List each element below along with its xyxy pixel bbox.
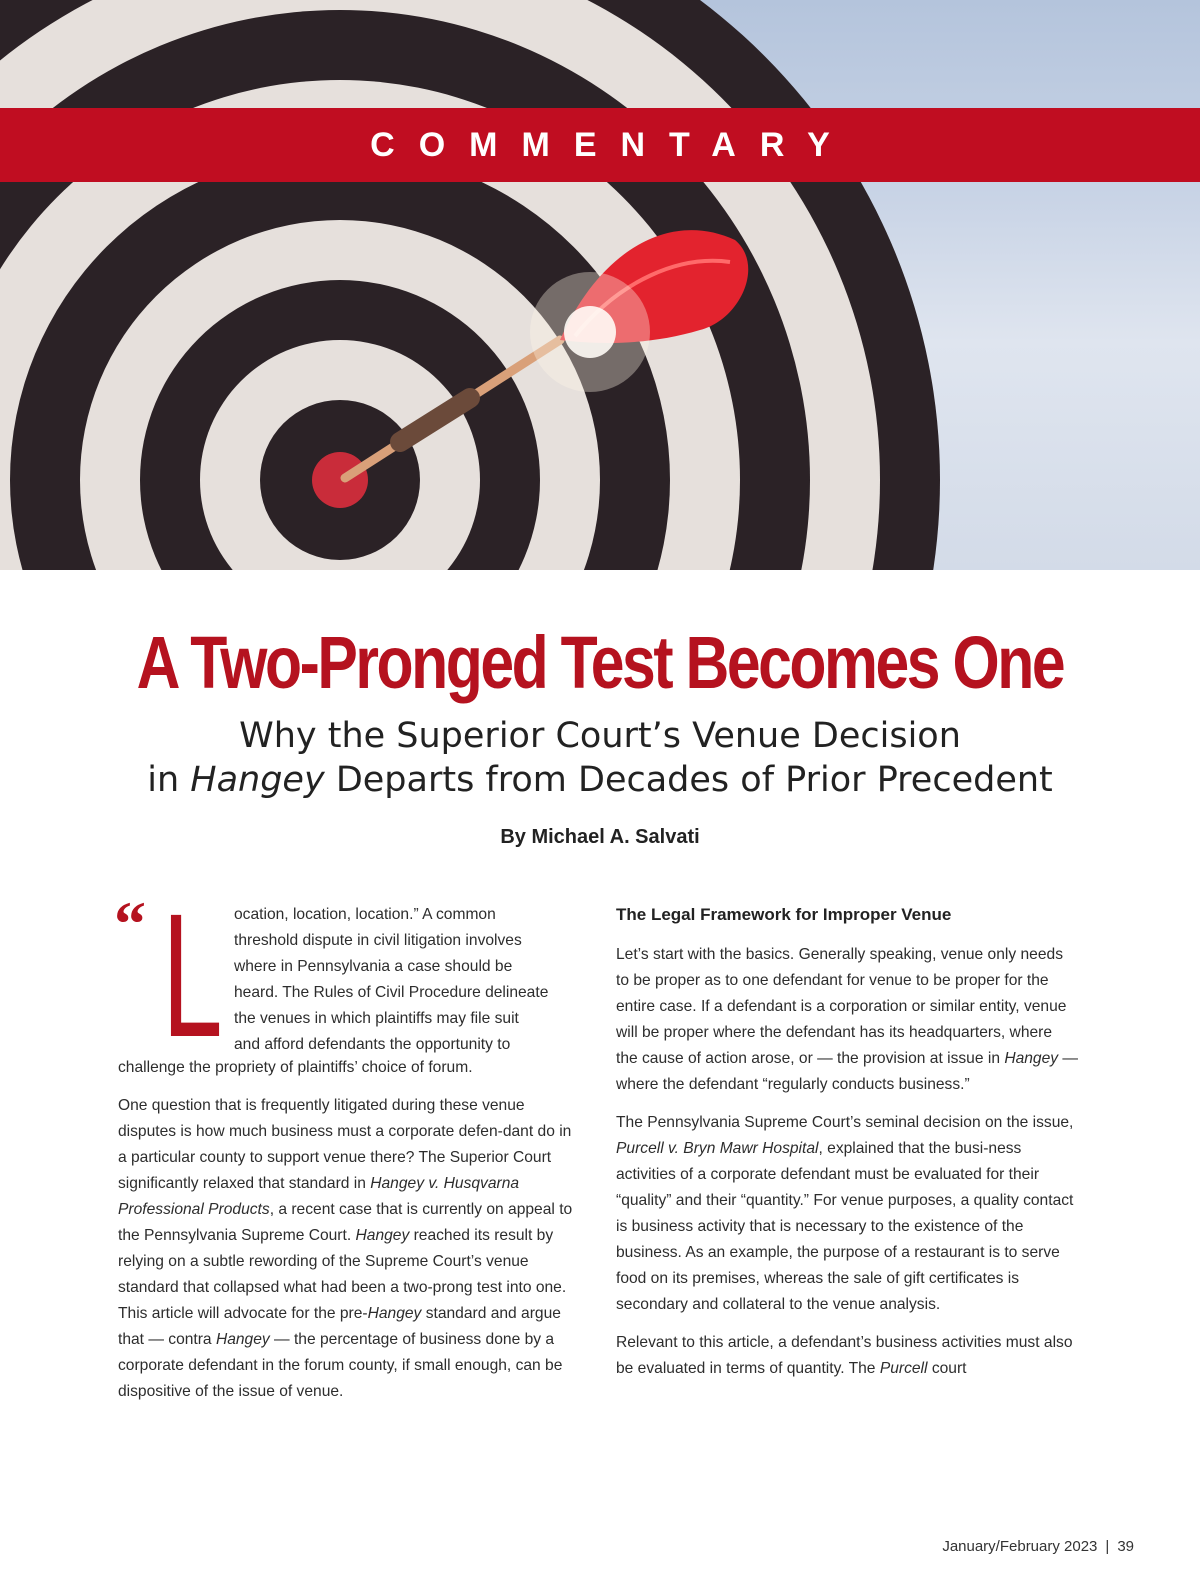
drop-line: ocation, location, location.” A common — [234, 906, 496, 923]
drop-line: where in Pennsylvania a case should be — [234, 958, 513, 975]
case-name: Hangey — [355, 1227, 410, 1244]
case-name: Purcell — [879, 1360, 928, 1377]
subtitle-case-name: Hangey — [190, 760, 325, 800]
text-run: One question that is frequently litigated during these venue disputes is how much business must a corporate defen-dant do in a particular county to support venue there? The Superior Court significantly relaxed that standard in — [118, 1097, 572, 1192]
left-column — [114, 878, 580, 1417]
commentary-banner — [0, 108, 1200, 182]
issue-date: January/February 2023 — [942, 1538, 1098, 1555]
case-name: Purcell v. Bryn Mawr Hospital — [616, 1140, 819, 1157]
text-run: Relevant to this article, a defendant’s business activities must also be evaluated in terms of quantity. The — [616, 1334, 1073, 1377]
case-name: Hangey — [215, 1331, 270, 1348]
text-run: The Pennsylvania Supreme Court’s seminal decision on the issue, — [616, 1114, 1074, 1131]
open-quote-mark: “ — [114, 888, 146, 959]
text-run: reached its result by relying on a subtle rewording of the Supreme Court’s venue standard that collapsed what had been a two-prong test into one. This article will advocate for the pre- — [118, 1227, 567, 1322]
text-run: Let’s start with the basics. Generally speaking, venue only needs to be proper as to one defendant for venue to be proper for the entire case. If a defendant is a corporation or similar entity, venue will be proper where the defendant has its headquarters, where the cause of action arose, or — the provision at issue in — [616, 946, 1067, 1067]
subtitle-line-1: Why the Superior Court’s Venue Decision — [239, 716, 961, 756]
opening-paragraph-tail: challenge the propriety of plaintiffs’ choice of forum. — [118, 1059, 473, 1076]
subtitle-line-2 — [0, 758, 1200, 802]
byline: By Michael A. Salvati — [500, 826, 700, 848]
drop-cap-lines — [234, 902, 580, 1058]
footer-separator: | — [1105, 1538, 1110, 1555]
text-run: , explained that the busi-ness activities of a corporate defendant must be evaluated for their “quality” and their “quantity.” For venue purposes, a quality contact is business activity that is necessary to the existence of the business. As an example, the purpose of a restaurant is to serve food on its premises, whereas the sale of gift certificates is secondary and collateral to the venue analysis. — [616, 1140, 1074, 1313]
paragraph — [616, 942, 1078, 1098]
dartboard-illustration — [0, 0, 1200, 570]
text-run: , a recent case that is currently on appeal to the Pennsylvania Supreme Court. — [118, 1201, 573, 1244]
hero-photo — [0, 0, 1200, 570]
drop-line: the venues in which plaintiffs may file suit — [234, 1010, 519, 1027]
drop-cap: L — [162, 878, 223, 1074]
section-heading: The Legal Framework for Improper Venue — [616, 905, 952, 924]
paragraph — [118, 1093, 580, 1405]
article-title-text: A Two-Pronged Test Becomes One — [136, 621, 1064, 704]
article-subtitle — [0, 714, 1200, 802]
text-run: court — [927, 1360, 967, 1377]
right-column — [616, 902, 1078, 1394]
article-title — [0, 618, 1200, 708]
text-run: standard and argue that — contra — [118, 1305, 561, 1348]
case-name: Hangey — [1004, 1050, 1059, 1067]
subtitle-suffix: Departs from Decades of Prior Precedent — [324, 760, 1053, 800]
paragraph — [616, 1330, 1078, 1382]
page-number: 39 — [1117, 1538, 1134, 1555]
drop-line: heard. The Rules of Civil Procedure delineate — [234, 984, 549, 1001]
text-run: — the percentage of business done by a corporate defendant in the forum county, if small enough, can be dispositive of the issue of venue. — [118, 1331, 563, 1400]
drop-line: threshold dispute in civil litigation involves — [234, 932, 522, 949]
banner-label: COMMENTARY — [370, 125, 854, 164]
case-name: Hangey v. Husqvarna Professional Products — [118, 1175, 520, 1218]
subtitle-prefix: in — [147, 760, 191, 800]
case-name: Hangey — [367, 1305, 422, 1322]
paragraph — [616, 1110, 1078, 1318]
text-run: — where the defendant “regularly conducts business.” — [616, 1050, 1079, 1093]
page-footer — [942, 1538, 1134, 1555]
drop-line: and afford defendants the opportunity to — [234, 1036, 511, 1053]
